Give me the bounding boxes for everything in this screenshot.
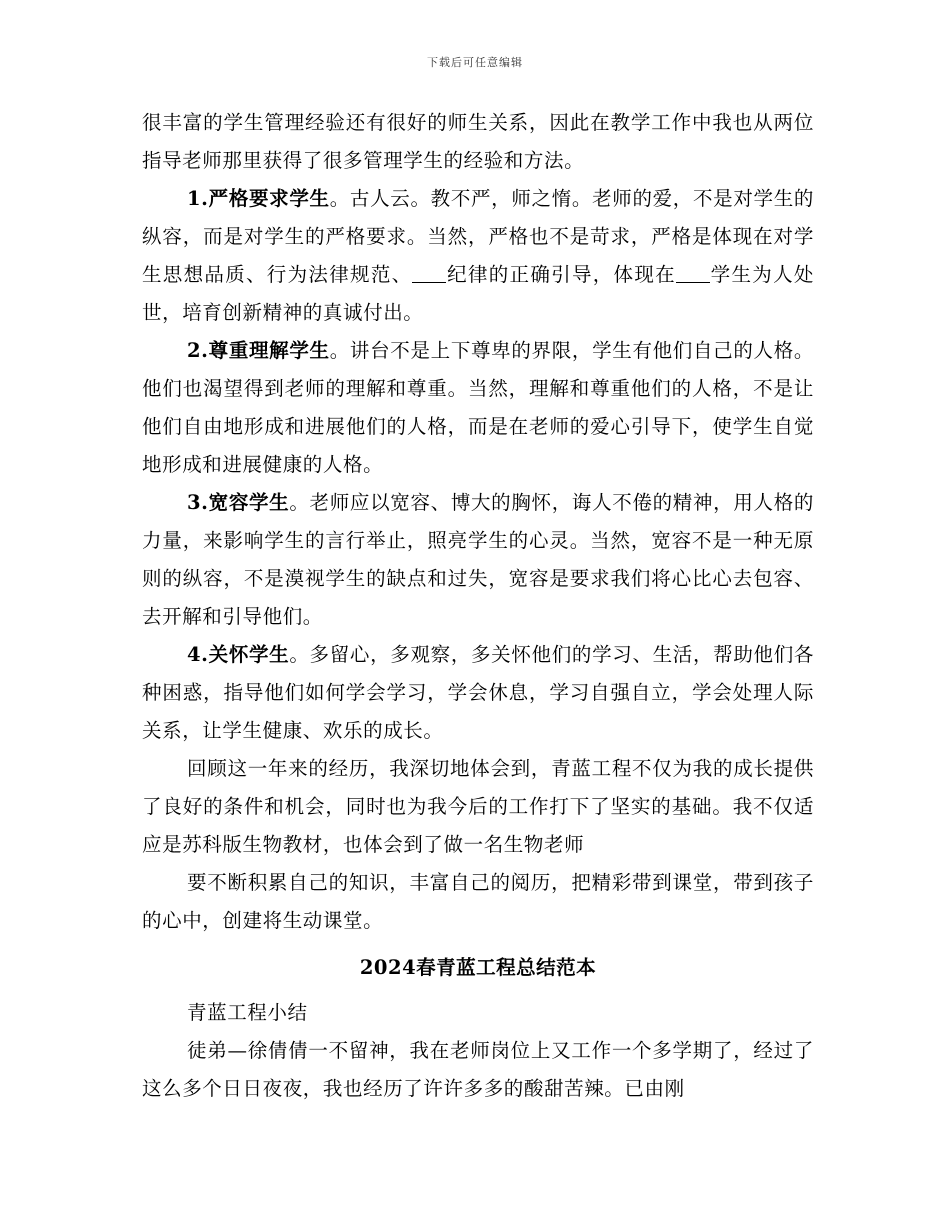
paragraph-3-text: 。老师应以宽容、博大的胸怀，诲人不倦的精神，用人格的力量，来影响学生的言行举止，照亮学生的心灵。当然，宽容不是一种无原则的纵容，不是漠视学生的缺点和过失，宽容是要求我们将心比心去包容、去开解和引导他们。 [142, 491, 814, 628]
paragraph-1-heading: 1.严格要求学生 [187, 187, 330, 210]
paragraph-7: 青蓝工程小结 [187, 1001, 308, 1024]
paragraph-6: 要不断积累自己的知识，丰富自己的阅历，把精彩带到课堂，带到孩子的心中，创建将生动课堂。 [142, 871, 814, 932]
page-header: 下载后可任意编辑 [427, 56, 523, 69]
paragraph-2-text: 。讲台不是上下尊卑的界限，学生有他们自己的人格。他们也渴望得到老师的理解和尊重。当然，理解和尊重他们的人格，不是让他们自由地形成和进展他们的人格，而是在老师的爱心引导下，使学生自觉地形成和进展健康的人格。 [142, 339, 814, 476]
document-body [142, 104, 814, 1108]
blank-line-1 [412, 264, 446, 283]
paragraph-8: 徒弟—徐倩倩一不留神，我在老师岗位上又工作一个多学期了，经过了这么多个日日夜夜，我也经历了许许多多的酸甜苦辣。已由刚 [142, 1039, 814, 1100]
paragraph-1 [142, 180, 814, 332]
paragraph-4-heading: 4.关怀学生 [187, 643, 290, 666]
paragraph-4-text: 。多留心，多观察，多关怀他们的学习、生活，帮助他们各种困惑，指导他们如何学会学习，学会休息，学习自强自立，学会处理人际关系，让学生健康、欢乐的成长。 [142, 643, 814, 742]
paragraph-2 [142, 332, 814, 484]
paragraph-1-text-b: 纪律的正确引导，体现在 [446, 263, 676, 286]
blank-line-2 [676, 264, 710, 283]
section-title: 2024春青蓝工程总结范本 [359, 956, 597, 979]
paragraph-3-heading: 3.宽容学生 [187, 491, 290, 514]
paragraph-1-text-c: 学生为人处世，培育创新精神的真诚付出。 [142, 263, 814, 324]
paragraph-1-text-a: 。古人云。教不严，师之惰。老师的爱，不是对学生的纵容，而是对学生的严格要求。当然，严格也不是苛求，严格是体现在对学生思想品质、行为法律规范、 [142, 187, 814, 286]
paragraph-2-heading: 2.尊重理解学生 [187, 339, 330, 362]
paragraph-0: 很丰富的学生管理经验还有很好的师生关系，因此在教学工作中我也从两位指导老师那里获得了很多管理学生的经验和方法。 [142, 111, 814, 172]
paragraph-3 [142, 484, 814, 636]
paragraph-4 [142, 636, 814, 750]
paragraph-5: 回顾这一年来的经历，我深切地体会到，青蓝工程不仅为我的成长提供了良好的条件和机会，同时也为我今后的工作打下了坚实的基础。我不仅适应是苏科版生物教材，也体会到了做一名生物老师 [142, 757, 814, 856]
